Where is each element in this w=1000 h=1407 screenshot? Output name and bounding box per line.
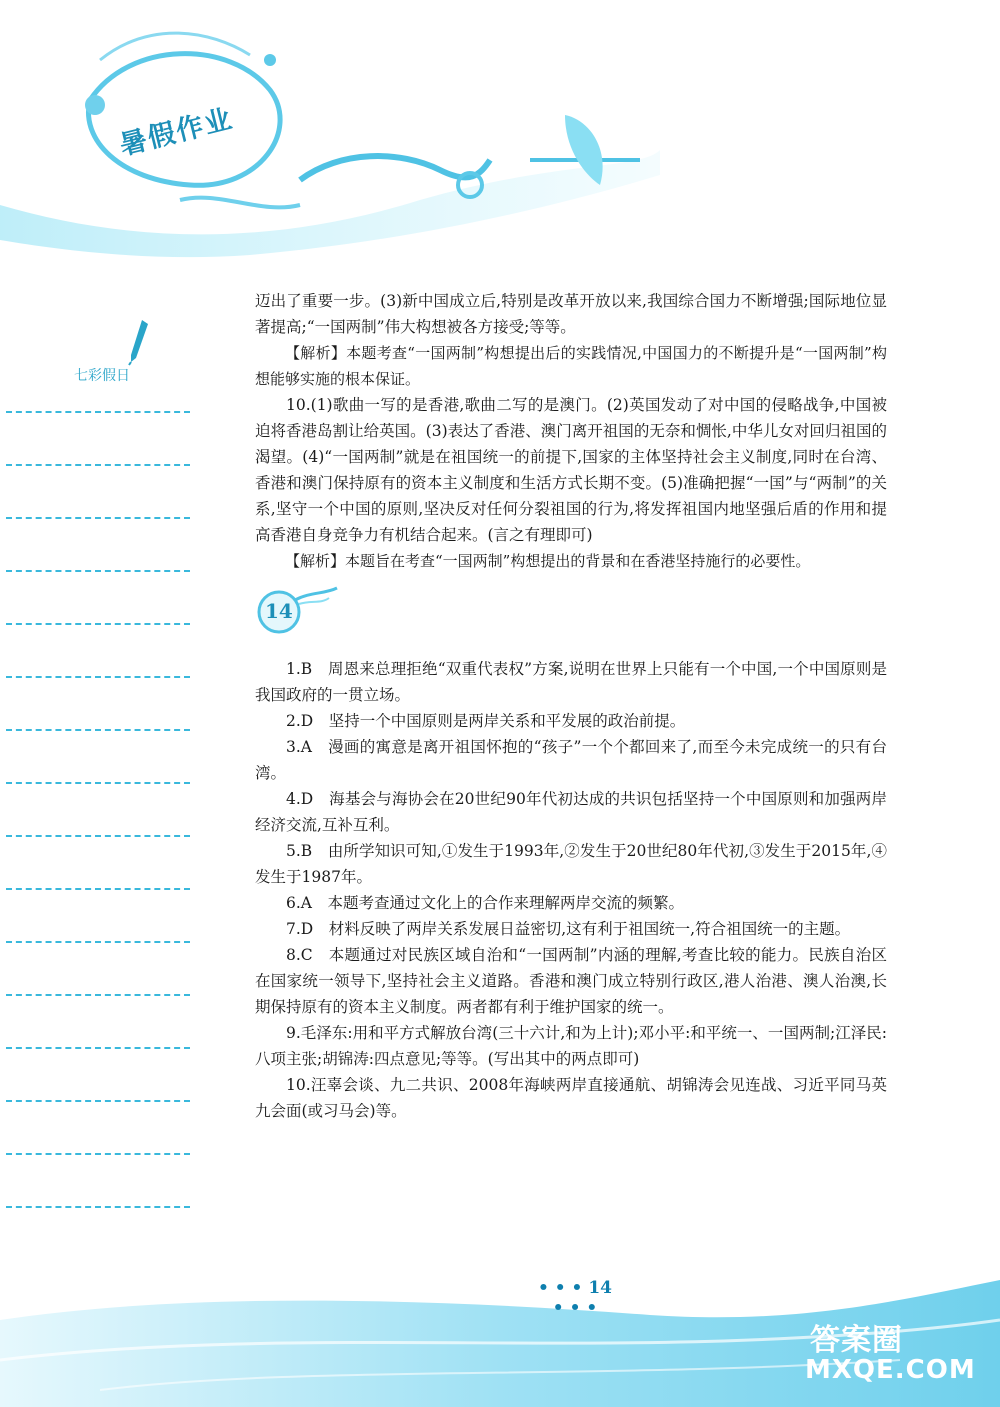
- analysis-note: 【解析】本题旨在考查“一国两制”构想提出的背景和在香港坚持施行的必要性。: [285, 552, 811, 570]
- answer-item: 4.D 海基会与海协会在20世纪90年代初达成的共识包括坚持一个中国原则和加强两岸经济交流,互补互利。: [255, 790, 887, 834]
- sidebar-divider: [6, 464, 190, 466]
- sidebar-divider: [6, 517, 190, 519]
- answer-item: 5.B 由所学知识可知,①发生于1993年,②发生于20世纪80年代初,③发生于2015年,④发生于1987年。: [255, 842, 887, 886]
- answer-item: 10.(1)歌曲一写的是香港,歌曲二写的是澳门。(2)英国发动了对中国的侵略战争,中国被迫将香港岛割让给英国。(3)表达了香港、澳门离开祖国的无奈和惆怅,中华儿女对回归祖国的渴望。(4)“一国两制”就是在祖国统一的前提下,国家的主体坚持社会主义制度,同时在台湾、香港和澳门保持原有的资本主义制度和生活方式长期不变。(5)准确把握“一国”与“两制”的关系,坚守一个中国的原则,坚决反对任何分裂祖国的行为,将发挥祖国内地坚强后盾的作用和提高香港自身竞争力有机结合起来。(言之有理即可): [255, 396, 887, 544]
- answer-content: [255, 288, 887, 1124]
- sidebar-divider: [6, 676, 190, 678]
- sidebar-divider: [6, 570, 190, 572]
- sidebar-divider: [6, 941, 190, 943]
- watermark-logo: 答案圈: [810, 1323, 903, 1358]
- sidebar-divider: [6, 1047, 190, 1049]
- section-badge: [255, 582, 887, 646]
- sidebar-divider: [6, 623, 190, 625]
- sidebar-divider: [6, 835, 190, 837]
- sidebar-divider: [6, 888, 190, 890]
- answer-item: 7.D 材料反映了两岸关系发展日益密切,这有利于祖国统一,符合祖国统一的主题。: [286, 920, 851, 938]
- answer-item: 3.A 漫画的寓意是离开祖国怀抱的“孩子”一个个都回来了,而至今未完成统一的只有台湾。: [255, 738, 887, 782]
- sidebar-divider: [6, 729, 190, 731]
- sidebar-divider: [6, 1153, 190, 1155]
- book-title: 暑假作业: [116, 103, 237, 162]
- answer-item: 2.D 坚持一个中国原则是两岸关系和平发展的政治前提。: [286, 712, 686, 730]
- sidebar-divider: [6, 782, 190, 784]
- answer-item: 10.汪辜会谈、九二共识、2008年海峡两岸直接通航、胡锦涛会见连战、习近平同马英九会面(或习马会)等。: [255, 1076, 887, 1120]
- sidebar-divider: [6, 1206, 190, 1208]
- sidebar-divider: [6, 411, 190, 413]
- watermark-url: MXQE.COM: [805, 1355, 976, 1385]
- analysis-note: 【解析】本题考查“一国两制”构想提出后的实践情况,中国国力的不断提升是“一国两制”构想能够实施的根本保证。: [255, 344, 887, 388]
- pen-icon: [128, 318, 150, 366]
- answer-item: 1.B 周恩来总理拒绝“双重代表权”方案,说明在世界上只能有一个中国,一个中国原则是我国政府的一贯立场。: [255, 660, 887, 704]
- answer-item: 6.A 本题考查通过文化上的合作来理解两岸交流的频繁。: [286, 894, 684, 912]
- sidebar-divider: [6, 1100, 190, 1102]
- section-number: 14: [265, 599, 293, 623]
- page-number: • • • 14 • • •: [537, 1278, 612, 1318]
- answer-continuation: 迈出了重要一步。(3)新中国成立后,特别是改革开放以来,我国综合国力不断增强;国际地位显著提高;“一国两制”伟大构想被各方接受;等等。: [255, 292, 887, 336]
- sidebar-divider: [6, 994, 190, 996]
- sidebar-label: 七彩假日: [74, 368, 130, 384]
- answer-item: 9.毛泽东:用和平方式解放台湾(三十六计,和为上计);邓小平:和平统一、一国两制;江泽民:八项主张;胡锦涛:四点意见;等等。(写出其中的两点即可): [255, 1024, 887, 1068]
- answer-item: 8.C 本题通过对民族区域自治和“一国两制”内涵的理解,考查比较的能力。民族自治区在国家统一领导下,坚持社会主义道路。香港和澳门成立特别行政区,港人治港、澳人治澳,长期保持原有的资本主义制度。两者都有利于维护国家的统一。: [255, 946, 887, 1016]
